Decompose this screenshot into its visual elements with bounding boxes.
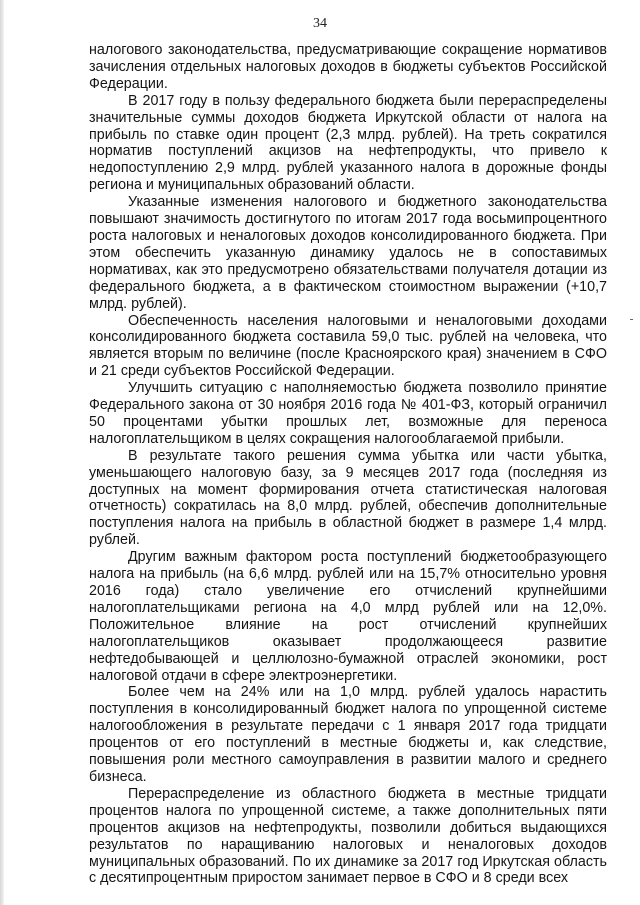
scan-edge: [0, 0, 4, 905]
paragraph-3: Указанные изменения налогового и бюджетного законодательства повышают значимость достигнутого по итогам 2017 года восьмипроцентного роста налоговых и неналоговых доходов консолидированного бюджета. При этом обеспечить указанную динамику удалось не в сопоставимых нормативах, как это предусмотрено обязательствами получателя дотации из федерального бюджета, а в фактическом стоимостном выражении (+10,7 млрд. рублей).: [89, 194, 607, 312]
paragraph-6: В результате такого решения сумма убытка или части убытка, уменьшающего налоговую базу, за 9 месяцев 2017 года (последняя из доступных на момент формирования отчета статистическая налоговая отчетность) сократилась на 8,0 млрд. рублей, обеспечив дополнительные поступления налога на прибыль в областной бюджет в размере 1,4 млрд. рублей.: [89, 447, 607, 549]
paragraph-9: Перераспределение из областного бюджета в местные тридцати процентов налога по упрощенной системе, а также дополнительных пяти процентов акцизов на нефтепродукты, позволили добиться выдающихся результатов по наращиванию налоговых и неналоговых доходов муниципальных образований. По их динамике за 2017 год Иркутская область с десятипроцентным приростом занимает первое в СФО и 8 среди всех: [89, 785, 607, 887]
paragraph-5: Улучшить ситуацию с наполняемостью бюджета позволило принятие Федерального закона от 30 ноября 2016 года № 401-ФЗ, который ограничил 50 процентами убытки прошлых лет, возможные для переноса налогоплательщиком в целях сокращения налогооблагаемой прибыли.: [89, 380, 607, 447]
paragraph-4: Обеспеченность населения налоговыми и неналоговыми доходами консолидированного бюджета составила 59,0 тыс. рублей на человека, что является вторым по величине (после Красноярского края) значением в СФО и 21 среди субъектов Российской Федерации.: [89, 312, 607, 380]
paragraph-1: налогового законодательства, предусматривающие сокращение нормативов зачисления отдельных налоговых доходов в бюджеты субъектов Российской Федерации.: [89, 42, 607, 92]
page-number: 34: [313, 16, 327, 31]
margin-mark: [630, 319, 633, 320]
body-text: [89, 42, 607, 887]
paragraph-7: Другим важным фактором роста поступлений бюджетообразующего налога на прибыль (на 6,6 млрд. рублей или на 15,7% относительно уровня 2016 года) стало увеличение его отчислений крупнейшими налогоплательщиками региона на 4,0 млрд рублей или на 12,0%. Положительное влияние на рост отчислений крупнейших налогоплательщиков оказывает продолжающееся развитие нефтедобывающей и целлюлозно-бумажной отраслей экономики, рост налоговой отдачи в сфере электроэнергетики.: [89, 549, 607, 684]
paragraph-2: В 2017 году в пользу федерального бюджета были перераспределены значительные суммы доходов бюджета Иркутской области от налога на прибыль по ставке один процент (2,3 млрд. рублей). На треть сократился норматив поступлений акцизов на нефтепродукты, что привело к недопоступлению 2,9 млрд. рублей указанного налога в дорожные фонды региона и муниципальных образований области.: [89, 92, 607, 194]
paragraph-8: Более чем на 24% или на 1,0 млрд. рублей удалось нарастить поступления в консолидированный бюджет налога по упрощенной системе налогообложения в результате передачи с 1 января 2017 года тридцати процентов от его поступлений в местные бюджеты и, как следствие, повышения роли местного самоуправления в развитии малого и среднего бизнеса.: [89, 684, 607, 785]
